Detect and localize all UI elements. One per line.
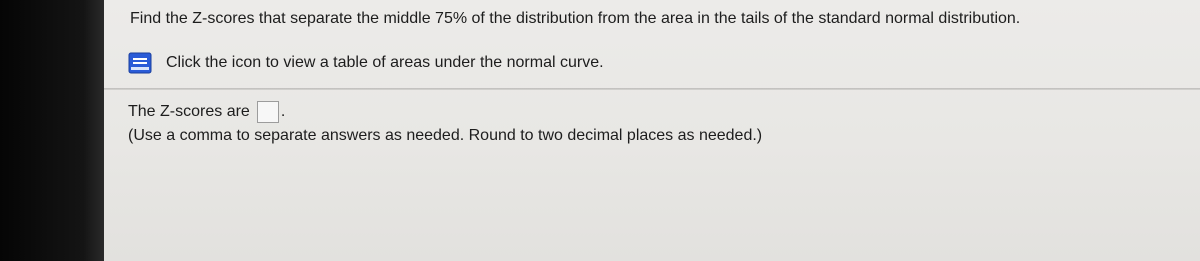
help-row	[128, 52, 604, 74]
question-text: Find the Z-scores that separate the middle 75% of the distribution from the area in the tails of the standard normal distribution.	[130, 10, 1021, 27]
monitor-bezel	[0, 0, 104, 261]
book-icon[interactable]	[128, 52, 152, 74]
answer-suffix: .	[280, 103, 286, 120]
normal-table-link[interactable]: Click the icon to view a table of areas under the normal curve.	[166, 54, 604, 71]
z-scores-answer-field[interactable]	[257, 101, 279, 123]
answer-prompt: The Z-scores are	[128, 103, 250, 120]
answer-row	[128, 101, 285, 123]
answer-instructions: (Use a comma to separate answers as needed. Round to two decimal places as needed.)	[128, 127, 763, 144]
question-panel	[104, 0, 1200, 261]
divider	[104, 88, 1200, 90]
